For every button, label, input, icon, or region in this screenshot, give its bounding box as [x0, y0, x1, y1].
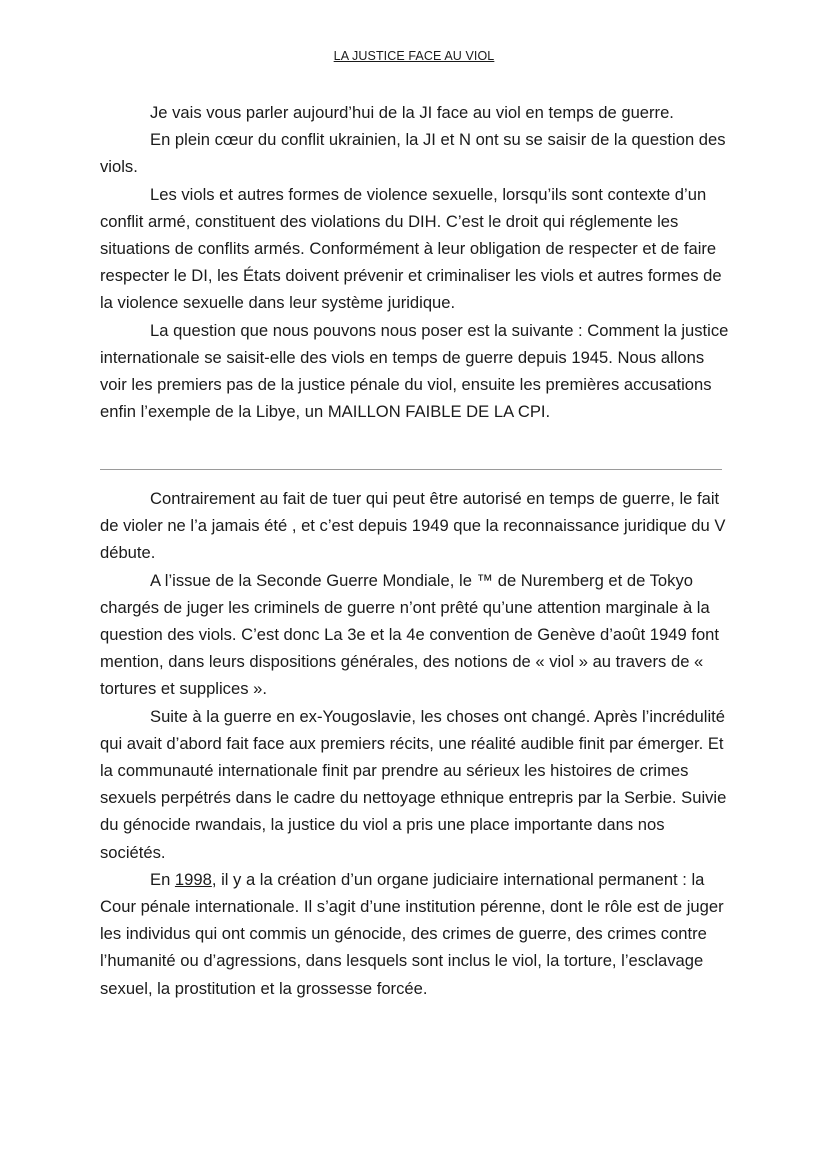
- body-paragraph-4-lead: En: [150, 869, 175, 889]
- intro-paragraph-2: En plein cœur du conflit ukrainien, la JI et N ont su se saisir de la question des viols.: [100, 130, 726, 177]
- body-paragraph-3: Suite à la guerre en ex-Yougoslavie, les choses ont changé. Après l’incrédulité qui avait d’abord fait face aux premiers récits, une réalité audible finit par émerger. Et la communauté internationale finit par prendre au sérieux les histoires de crimes sexuels perpétrés dans le cadre du nettoyage ethnique entrepris par la Serbie. Suivie du génocide rwandais, la justice du viol a pris une place importante dans nos sociétés.: [100, 706, 727, 862]
- document-title: LA JUSTICE FACE AU VIOL: [333, 49, 495, 63]
- body-section: [100, 485, 730, 1002]
- section-divider: [100, 469, 722, 470]
- intro-paragraph-1: Je vais vous parler aujourd’hui de la JI face au viol en temps de guerre.: [150, 103, 674, 122]
- introduction-section: [100, 99, 730, 425]
- body-paragraph-4-rest: , il y a la création d’un organe judiciaire international permanent : la Cour pénale internationale. Il s’agit d’une institution pérenne, dont le rôle est de juger les individus qui ont commis un génocide, des crimes de guerre, des crimes contre l’humanité ou d’agressions, dans lesquels sont inclus le viol, la torture, l’esclavage sexuel, la prostitution et la grossesse forcée.: [100, 869, 724, 998]
- body-paragraph-1: Contrairement au fait de tuer qui peut être autorisé en temps de guerre, le fait de violer ne l’a jamais été , et c’est depuis 1949 que la reconnaissance juridique du V débute.: [100, 489, 726, 563]
- intro-paragraph-3: Les viols et autres formes de violence sexuelle, lorsqu’ils sont contexte d’un conflit armé, constituent des violations du DIH. C’est le droit qui réglemente les situations de conflits armés. Conformément à leur obligation de respecter et de faire respecter le DI, les États doivent prévenir et criminaliser les viols et autres formes de la violence sexuelle dans leur système juridique.: [100, 184, 722, 313]
- body-paragraph-2: A l’issue de la Seconde Guerre Mondiale, le ™ de Nuremberg et de Tokyo chargés de juger les criminels de guerre n’ont prêté qu’une attention marginale à la question des viols. C’est donc La 3e et la 4e convention de Genève d’août 1949 font mention, dans leurs dispositions générales, des notions de « viol » au travers de « tortures et supplices ».: [100, 570, 720, 699]
- intro-paragraph-4: La question que nous pouvons nous poser est la suivante : Comment la justice internationale se saisit-elle des viols en temps de guerre depuis 1945. Nous allons voir les premiers pas de la justice pénale du viol, ensuite les premières accusations enfin l’exemple de la Libye, un MAILLON FAIBLE DE LA CPI.: [100, 320, 729, 422]
- year-1998-link[interactable]: 1998: [174, 869, 212, 889]
- body-paragraph-4: [100, 866, 730, 1002]
